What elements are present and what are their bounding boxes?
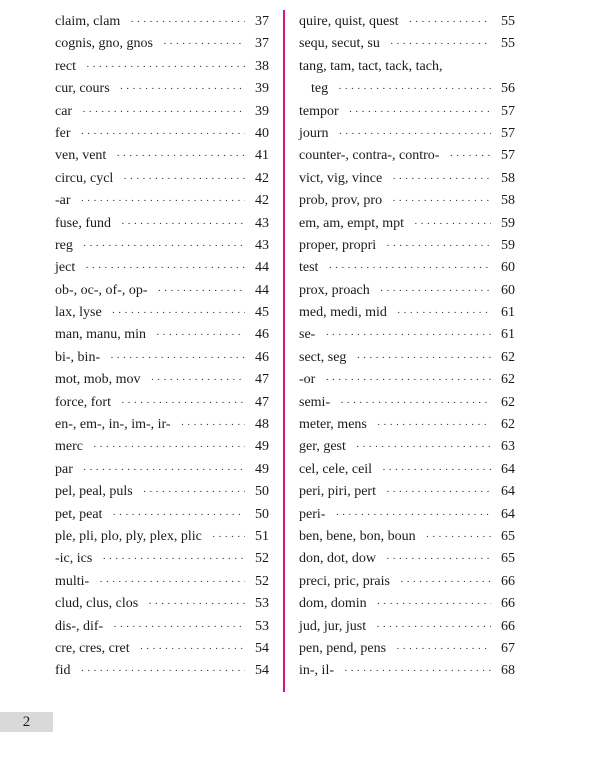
entry-page: 54: [255, 663, 269, 679]
index-column-right: [299, 11, 515, 683]
entry-term: cre, cres, cret: [55, 640, 130, 656]
dot-leader: [449, 145, 491, 167]
index-entry: [55, 392, 269, 414]
dot-leader: [386, 548, 491, 570]
index-entry: [299, 526, 515, 548]
index-entry: [299, 101, 515, 123]
index-column-left: [55, 11, 269, 683]
entry-page: 55: [501, 36, 515, 52]
index-entry: [299, 459, 515, 481]
entry-term: mot, mob, mov: [55, 372, 141, 388]
dot-leader: [409, 11, 491, 33]
entry-term: cur, cours: [55, 81, 110, 97]
index-entry: [55, 257, 269, 279]
dot-leader: [140, 638, 245, 660]
dot-leader: [376, 616, 491, 638]
index-entry: [299, 414, 515, 436]
index-entry: [299, 436, 515, 458]
entry-page: 59: [501, 215, 515, 231]
entry-page: 50: [255, 506, 269, 522]
entry-page: 37: [255, 36, 269, 52]
entry-term: jud, jur, just: [299, 618, 367, 634]
entry-term: sequ, secut, su: [299, 36, 380, 52]
entry-page: 45: [255, 305, 269, 321]
dot-leader: [392, 190, 491, 212]
dot-leader: [85, 257, 245, 279]
entry-term: peri, piri, pert: [299, 484, 376, 500]
dot-leader: [390, 33, 491, 55]
entry-page: 47: [255, 394, 269, 410]
entry-page: 44: [255, 282, 269, 298]
index-entry: [55, 190, 269, 212]
index-entry: [299, 33, 515, 55]
entry-page: 39: [255, 81, 269, 97]
dot-leader: [382, 459, 491, 481]
dot-leader: [380, 280, 491, 302]
dot-leader: [112, 302, 245, 324]
entry-term: car: [55, 103, 73, 119]
dot-leader: [99, 571, 245, 593]
index-entry: [55, 33, 269, 55]
index-entry: [55, 56, 269, 78]
entry-page: 60: [501, 260, 515, 276]
index-entry: [299, 660, 515, 682]
entry-page: 43: [255, 237, 269, 253]
entry-page: 68: [501, 663, 515, 679]
index-entry: [299, 302, 515, 324]
dot-leader: [386, 481, 491, 503]
index-entry: [55, 168, 269, 190]
entry-term: se-: [299, 327, 316, 343]
entry-page: 46: [255, 327, 269, 343]
dot-leader: [356, 436, 491, 458]
entry-term: journ: [299, 125, 329, 141]
entry-page: 44: [255, 260, 269, 276]
entry-term: pen, pend, pens: [299, 640, 387, 656]
index-entry: [299, 213, 515, 235]
entry-term: clud, clus, clos: [55, 596, 139, 612]
entry-term: tempor: [299, 103, 339, 119]
dot-leader: [121, 392, 245, 414]
entry-page: 61: [501, 305, 515, 321]
entry-term: meter, mens: [299, 417, 367, 433]
dot-leader: [158, 280, 245, 302]
index-entry: [55, 526, 269, 548]
index-entry: [299, 571, 515, 593]
entry-term: claim, clam: [55, 14, 121, 29]
index-entry: [299, 504, 515, 526]
entry-term: merc: [55, 439, 83, 455]
entry-page: 53: [255, 596, 269, 612]
dot-leader: [344, 660, 491, 682]
entry-page: 53: [255, 618, 269, 634]
index-entry: [55, 369, 269, 391]
entry-page: 59: [501, 237, 515, 253]
entry-term: prob, prov, pro: [299, 193, 383, 209]
entry-term: don, dot, dow: [299, 551, 376, 567]
dot-leader: [325, 324, 491, 346]
entry-page: 38: [255, 58, 269, 74]
index-entry: [299, 11, 515, 33]
index-entry: [299, 190, 515, 212]
index-entry: [55, 11, 269, 33]
entry-term: man, manu, min: [55, 327, 146, 343]
dot-leader: [81, 123, 245, 145]
entry-page: 50: [255, 484, 269, 500]
entry-page: 46: [255, 349, 269, 365]
entry-term: fuse, fund: [55, 215, 111, 231]
dot-leader: [349, 101, 491, 123]
dot-leader: [116, 145, 245, 167]
entry-page: 62: [501, 372, 515, 388]
dot-leader: [83, 235, 245, 257]
index-entry: [299, 280, 515, 302]
index-entry: [55, 78, 269, 100]
entry-term: cel, cele, ceil: [299, 461, 373, 477]
index-entry: [55, 548, 269, 570]
entry-term: dom, domin: [299, 596, 367, 612]
index-entry: [299, 593, 515, 615]
dot-leader: [377, 593, 491, 615]
entry-term: preci, pric, prais: [299, 573, 390, 589]
index-entry: [299, 347, 515, 369]
entry-page: 41: [255, 148, 269, 164]
page-number: 2: [0, 712, 53, 732]
index-entry: [55, 593, 269, 615]
entry-page: 42: [255, 193, 269, 209]
dot-leader: [151, 369, 245, 391]
index-entry: [299, 324, 515, 346]
entry-term: -or: [299, 372, 316, 388]
entry-term: reg: [55, 237, 73, 253]
dot-leader: [83, 459, 245, 481]
index-entry: [55, 660, 269, 682]
dot-leader: [396, 638, 491, 660]
entry-page: 47: [255, 372, 269, 388]
dot-leader: [356, 347, 491, 369]
entry-page: 49: [255, 461, 269, 477]
entry-page: 43: [255, 215, 269, 231]
index-entry: [55, 123, 269, 145]
entry-page: 48: [255, 417, 269, 433]
entry-page: 49: [255, 439, 269, 455]
index-entry: [55, 436, 269, 458]
entry-term: quire, quist, quest: [299, 14, 399, 29]
column-divider: [283, 10, 285, 692]
entry-page: 55: [501, 14, 515, 29]
index-entry: [55, 459, 269, 481]
index-entry: [299, 257, 515, 279]
index-entry: [55, 481, 269, 503]
entry-page: 66: [501, 618, 515, 634]
entry-page: 56: [501, 81, 515, 97]
entry-page: 67: [501, 640, 515, 656]
dot-leader: [86, 56, 245, 78]
index-entry: [299, 78, 515, 100]
dot-leader: [143, 481, 245, 503]
dot-leader: [120, 78, 245, 100]
entry-term: en-, em-, in-, im-, ir-: [55, 417, 171, 433]
entry-page: 63: [501, 439, 515, 455]
entry-page: 66: [501, 573, 515, 589]
entry-page: 40: [255, 125, 269, 141]
entry-page: 64: [501, 484, 515, 500]
entry-term: em, am, empt, mpt: [299, 215, 404, 231]
entry-page: 57: [501, 103, 515, 119]
entry-term: bi-, bin-: [55, 349, 101, 365]
dot-leader: [340, 392, 491, 414]
entry-term: pet, peat: [55, 506, 103, 522]
dot-leader: [377, 414, 491, 436]
dot-leader: [121, 213, 245, 235]
index-entry: [299, 616, 515, 638]
entry-term: ject: [55, 260, 76, 276]
index-entry: [299, 123, 515, 145]
entry-term: med, medi, mid: [299, 305, 387, 321]
entry-term: tang, tam, tact, tack, tach,: [299, 58, 443, 74]
entry-page: 37: [255, 14, 269, 29]
entry-page: 62: [501, 394, 515, 410]
index-entry: [55, 324, 269, 346]
entry-term: multi-: [55, 573, 90, 589]
entry-page: 58: [501, 170, 515, 186]
index-entry: [299, 235, 515, 257]
index-entry: [55, 616, 269, 638]
entry-term: ple, pli, plo, ply, plex, plic: [55, 528, 202, 544]
entry-page: 64: [501, 506, 515, 522]
dot-leader: [81, 190, 245, 212]
entry-term: vict, vig, vince: [299, 170, 383, 186]
entry-page: 58: [501, 193, 515, 209]
entry-page: 64: [501, 461, 515, 477]
dot-leader: [335, 504, 491, 526]
entry-page: 54: [255, 640, 269, 656]
entry-term: counter-, contra-, contro-: [299, 148, 440, 164]
entry-term: sect, seg: [299, 349, 347, 365]
entry-term: -ic, ics: [55, 551, 93, 567]
dot-leader: [328, 257, 491, 279]
entry-page: 61: [501, 327, 515, 343]
dot-leader: [414, 213, 491, 235]
index-entry: [299, 168, 515, 190]
entry-page: 57: [501, 148, 515, 164]
index-entry: [55, 414, 269, 436]
entry-page: 66: [501, 596, 515, 612]
dot-leader: [110, 347, 245, 369]
entry-page: 62: [501, 349, 515, 365]
entry-page: 42: [255, 170, 269, 186]
index-entry: [55, 213, 269, 235]
dot-leader: [325, 369, 491, 391]
entry-page: 65: [501, 551, 515, 567]
index-entry: [299, 145, 515, 167]
entry-term: semi-: [299, 394, 331, 410]
index-entry-continued: [299, 56, 515, 78]
entry-term: peri-: [299, 506, 326, 522]
dot-leader: [386, 235, 491, 257]
entry-term: rect: [55, 58, 76, 74]
entry-term: prox, proach: [299, 282, 370, 298]
entry-term: ger, gest: [299, 439, 346, 455]
index-entry: [55, 347, 269, 369]
dot-leader: [400, 571, 491, 593]
entry-term: ben, bene, bon, boun: [299, 528, 416, 544]
index-entry: [55, 145, 269, 167]
entry-page: 52: [255, 573, 269, 589]
entry-term: -ar: [55, 193, 71, 209]
entry-term: lax, lyse: [55, 305, 102, 321]
dot-leader: [102, 548, 245, 570]
index-entry: [299, 548, 515, 570]
dot-leader: [426, 526, 491, 548]
entry-page: 51: [255, 528, 269, 544]
dot-leader: [148, 593, 245, 615]
index-entry: [55, 504, 269, 526]
index-entry: [299, 392, 515, 414]
dot-leader: [123, 168, 245, 190]
entry-page: 52: [255, 551, 269, 567]
entry-term: pel, peal, puls: [55, 484, 133, 500]
entry-term: teg: [311, 81, 329, 97]
entry-term: par: [55, 461, 73, 477]
index-entry: [55, 571, 269, 593]
entry-term: fer: [55, 125, 71, 141]
entry-term: test: [299, 260, 319, 276]
dot-leader: [212, 526, 245, 548]
dot-leader: [163, 33, 245, 55]
index-entry: [55, 638, 269, 660]
index-entry: [299, 638, 515, 660]
entry-page: 65: [501, 528, 515, 544]
dot-leader: [392, 168, 491, 190]
dot-leader: [81, 660, 245, 682]
dot-leader: [338, 78, 491, 100]
entry-page: 62: [501, 417, 515, 433]
dot-leader: [93, 436, 245, 458]
dot-leader: [112, 504, 245, 526]
entry-page: 60: [501, 282, 515, 298]
entry-term: force, fort: [55, 394, 111, 410]
dot-leader: [339, 123, 491, 145]
entry-term: proper, propri: [299, 237, 377, 253]
dot-leader: [181, 414, 245, 436]
entry-term: dis-, dif-: [55, 618, 104, 634]
index-entry: [299, 481, 515, 503]
dot-leader: [130, 11, 245, 33]
index-entry: [299, 369, 515, 391]
dot-leader: [397, 302, 491, 324]
entry-page: 57: [501, 125, 515, 141]
index-entry: [55, 101, 269, 123]
dot-leader: [156, 324, 245, 346]
dot-leader: [82, 101, 245, 123]
entry-term: circu, cycl: [55, 170, 114, 186]
index-entry: [55, 235, 269, 257]
entry-term: cognis, gno, gnos: [55, 36, 153, 52]
entry-term: ob-, oc-, of-, op-: [55, 282, 148, 298]
entry-term: fid: [55, 663, 71, 679]
entry-term: in-, il-: [299, 663, 334, 679]
index-entry: [55, 302, 269, 324]
entry-term: ven, vent: [55, 148, 107, 164]
entry-page: 39: [255, 103, 269, 119]
dot-leader: [113, 616, 245, 638]
index-entry: [55, 280, 269, 302]
